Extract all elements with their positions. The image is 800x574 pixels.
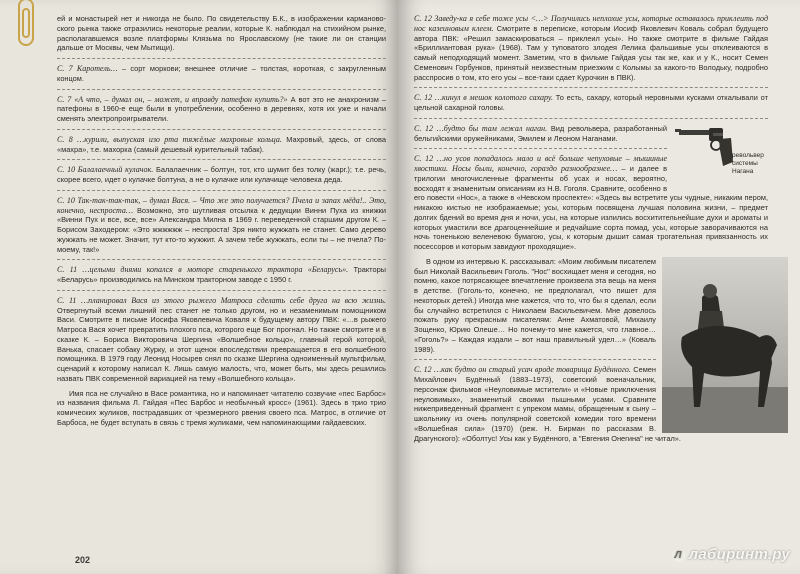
note-usy <box>414 14 768 82</box>
revolver-illustration <box>673 124 768 186</box>
note-belarus <box>57 265 386 285</box>
note-matros <box>57 296 386 384</box>
note-heading: С. 10 Так-так-так-так, – думал Вася. – Что же это получается? Пчела и запах мёда!.. Это, конечно, неспроста… <box>57 195 386 215</box>
note-heading: С. 12 …но усов попадалось мало и всё больше чепуховые – мышиные хвостики. Носы были, конечно, гораздо разнообразнее… <box>414 154 667 173</box>
watermark-text: лабиринт.ру <box>688 546 790 563</box>
labirint-logo-icon: Л <box>672 549 685 562</box>
note-karotel <box>57 64 386 84</box>
note-balalaechny <box>57 165 386 185</box>
note-body: – сорт моркови; внешнее отличие – толстая, короткая, с закругленным концом. <box>57 64 386 83</box>
note-heading: С. 7 «А что, – думал он, – может, и вправду патефон купить?» <box>57 94 288 104</box>
paragraph-gogol-interview: В одном из интервью К. рассказывал: «Моим любимым писателем был Николай Васильевич Гоголь. "Нос" восхищает меня и сегодня, но помню, какое потрясающее впечатление произвела эта вещь на меня в детстве. (Гоголь-то, конечно, не предполагал, что пишет для некоторых детей.) Иногда мне кажется, что то, что бы я сделал, если бы случайно встретился с Николаем Васильевичем. Мне довелось пожать руку прекрасным писателям: Анне Ахматовой, Михаилу Зощенко, Юрию Олеше… Но почему-то мне кажется, что главное… «Гоголь?» – Каждая издали – вот наш правильный удел…» (Коваль 1989). <box>414 256 656 354</box>
note-makhra <box>57 135 386 155</box>
note-heading: С. 8 …курили, выпуская изо рта тяжёлые махровые кольца. <box>57 134 282 144</box>
note-separator <box>414 148 667 149</box>
note-heading: С. 7 Каротель… <box>57 64 118 73</box>
note-vinni-pukh <box>57 196 386 255</box>
note-body: А вот это не анахронизм – патефоны в 1960-е еще были в употреблении, особенно в деревнях, хотя их уже и начали сменять электропроигрыватели. <box>57 94 386 123</box>
note-separator <box>57 259 386 260</box>
note-separator <box>57 290 386 291</box>
note-body: Махровый, здесь, от слова «махра», т.е. махорка (самый дешевый курительный табак). <box>57 134 386 154</box>
note-separator <box>57 58 386 59</box>
note-separator <box>414 87 768 88</box>
revolver-caption: револьвер системы Нагана <box>732 151 764 175</box>
note-heading: С. 12 …как будто он старый усач вроде товарища Будённого. <box>414 365 631 375</box>
note-heading: С. 12 …кинул в мешок колотого сахару. <box>414 93 553 103</box>
paperclip-icon <box>18 0 34 46</box>
site-watermark <box>672 546 790 563</box>
note-sakhar <box>414 93 768 113</box>
revolver-icon <box>673 124 735 168</box>
note-body: Балалаечник – болтун, тот, кто шумит без толку (жарг.); т.е. речь, скорее всего, идет о кулачке болтуна, а не о кулачке или кулачище человека деда. <box>57 165 386 184</box>
note-patefon <box>57 95 386 124</box>
note-body: Семен Михайлович Будённый (1883–1973), советский военачальник, персонаж фильмов «Неуловимые мстители» и «Новые приключения неуловимых», знаменитый своими пышными усами. Сравните нижеприведенный фрагмент с упреком мамы, обращенным к сыну – школьнику из очень популярной советской комедии того времени «Волшебная сила» (1970) (реж. Н. Бирман по рассказам В. Драгунского): «Оболтус! Усы как у Будённого, а "Евгения Онегина" не читал». <box>414 365 681 443</box>
note-body: Вид револьвера, разработанный бельгийскими оружейниками, Эмилем и Леоном Наганами. <box>414 123 667 143</box>
left-page <box>0 0 398 574</box>
horse-rider-photo-icon <box>662 257 788 433</box>
note-body: – и далее в трилогии многочисленные фрагменты об усах и носах, вероятно, восходят к знаменитым описаниям из Н.В. Гоголя. Сравните, особенно в его повести «Нос», а также в «Невском проспекте»: «Здесь вы встретите усы чудные, никаким пером, никакою кистью не изображаемые; усы, которым посвящена лучшая половина жизни, – предмет долгих бдений во время дня и ночи, усы, на которые излились восхитительнейшие духи и ароматы и которых умастили все драгоценнейшие и редчайшие сорта помад, усы, которые заворачиваются на ночь тоненькою веленевою бумагою, усы, к которым дышит самая трогательная привязанность их посессоров и которым завидуют проходящие». <box>414 164 768 251</box>
note-body: Тракторы «Беларусь» производились на Минском тракторном заводе с 1950 г. <box>57 265 386 284</box>
intro-paragraph: ей и монастырей нет и никогда не было. По свидетельству Б.К., в изображении кармановоского рынка также отразились некоторые реалии, которые К. наблюдал на стихийном рынке, располагавшемся возле платформы Клязьма по Ярославскому (не такие ли он станции дальше от Москвы, чем Мытищи). <box>57 14 386 53</box>
page-number: 202 <box>75 555 91 565</box>
note-separator <box>414 359 656 360</box>
note-heading: С. 12 …будто бы там лежал наган. <box>414 123 548 133</box>
note-body: Возможно, это шутливая отсылка к дедукции Винни Пуха из книжки «Винни Пух и все, все, все» Александра Милна в 1969 г. переведенной старшим другом К. – Борисом Заходером: «Это жжжжжж – неспроста! Зря никто жужжать не станет. Само дерево жужжать не может. Значит, тут кто-то жужжит. А зачем тебе жужжать, если ты – не пчела? По-моему, так!» <box>57 205 386 254</box>
note-separator <box>57 190 386 191</box>
note-heading: С. 10 Балалаечный кулачок. <box>57 165 154 175</box>
note-heading: С. 11 …планировал Вася из этого рыжего Матроса сделать себе друга на всю жизнь. <box>57 295 386 305</box>
note-heading: С. 12 Заведу-ка я себе тоже усы <…> Получились неплохие усы, которые оставалось приклеить под нос казеиновым клеем. <box>414 14 768 33</box>
note-separator <box>57 89 386 90</box>
note-heading: С. 11 …целыми днями копался в моторе старенького трактора «Беларусь». <box>57 265 349 275</box>
note-body: Отвергнутый всеми лишний пес станет не только другом, но и незаменимым помощником Васи. Смотрите в письме Иосифа Яковлевича Коваля к будущему автору ПВК: «…в рыжего Матроса Вася хочет превратить плохого пса, которого еще Бог прогнал. Но также смотрите и в сказке К. – Бориса Викторовича Шергина «Волшебное кольцо», главный герой которой, Ванька, спасает собаку Журку, и этот щенок впоследствии превращается в его волшебного помощника. В 1979 году Леонид Носырев снял по сказке Шергина одноименный мультфильм, сценарий к которому написал К. Лишь самую малость, что, может быть, мы здесь решились назвать ПВК современной вариацией на тему «Волшебного кольца». <box>57 305 386 383</box>
note-separator <box>57 159 386 160</box>
budenny-photo <box>662 257 788 433</box>
right-page <box>398 0 800 574</box>
note-separator <box>57 129 386 130</box>
note-body: Смотрите в переписке, которым Иосиф Яковлевич Коваль собрал будущего автора ПВК: «Решил замаскироваться – приклеил усы». Но также смотрите в фильме Гайдая «Бриллиантовая рука» (1968). Там у туповатого злодея Лелика фальшивые усы отклеиваются в самый неподходящий момент. Заметим, что в фильме Гайдая усы так же, как и у К., носит Семен Семенович Горбунков, принятый неизвестным приезжим с Колымы за какого-то Володьку, подробно расспросив о том, кто его усы – все-таки сдает Курочкин в ПВК). <box>414 23 768 82</box>
paragraph-barbos: Имя псa не случайно в Васе романтика, но и напоминает читателю созвучие «пес Барбос» из названия фильма Л. Гайдая «Пес Барбос и необычный кросс» (1961). Здесь в трио трио комических жуликов, пострадавших от чрезмерного рвения своего пса. Матрос, в отличие от Барбоса, не будет вступать в связь с тремя жуликами, чем напоминающими гайдаевских. <box>57 388 386 427</box>
note-separator <box>414 118 768 119</box>
note-body: То есть, сахару, который неровными кусками откалывали от цельной сахарной головы. <box>414 93 768 112</box>
